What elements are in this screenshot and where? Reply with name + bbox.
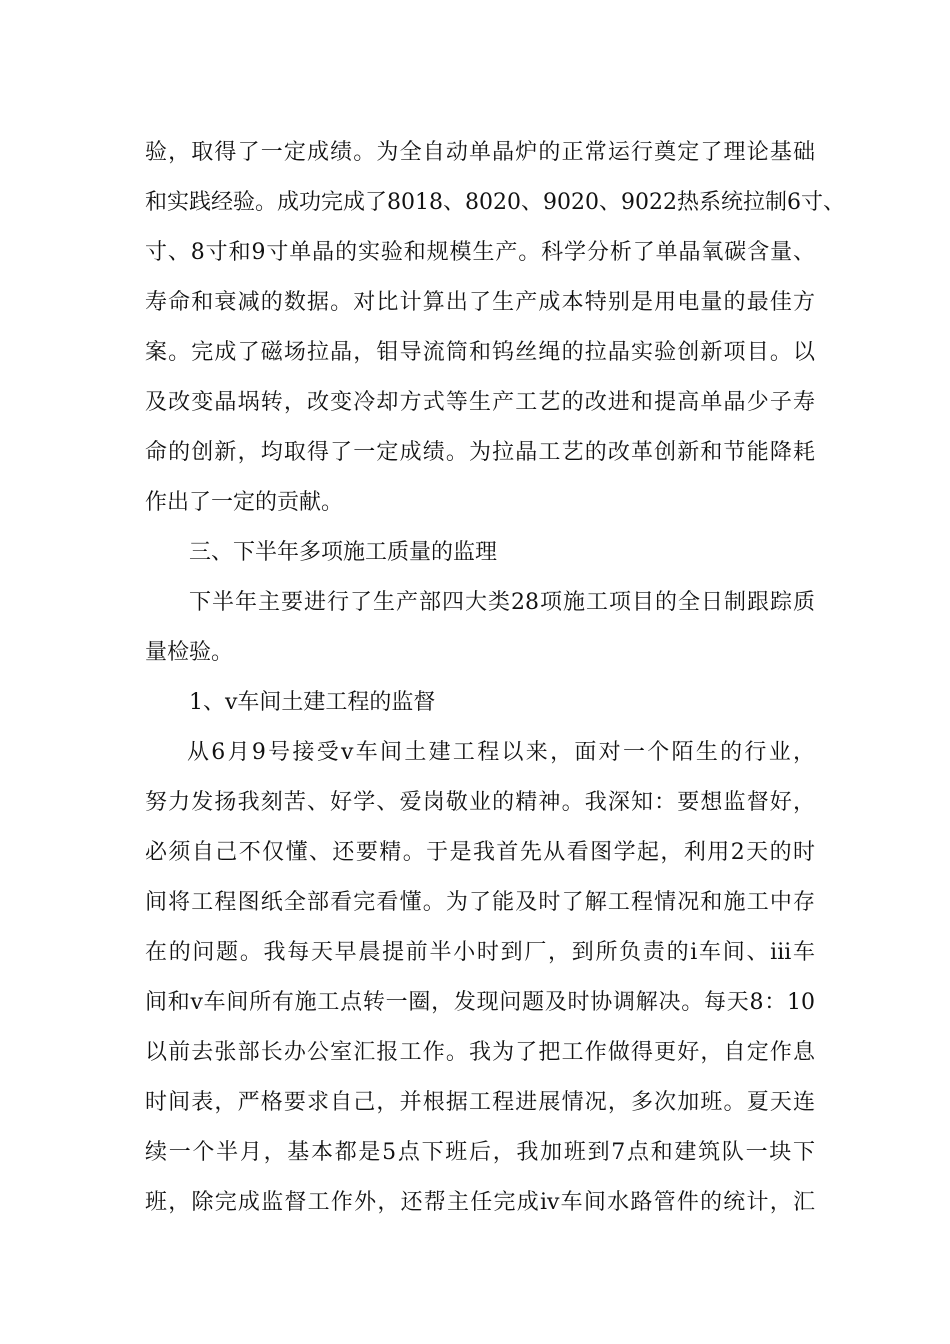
paragraph-line: 命的创新，均取得了一定成绩。为拉晶工艺的改革创新和节能降耗 — [145, 440, 815, 465]
paragraph-line: 间将工程图纸全部看完看懂。为了能及时了解工程情况和施工中存 — [145, 890, 815, 915]
paragraph-line: 及改变晶埚转，改变冷却方式等生产工艺的改进和提高单晶少子寿 — [145, 390, 815, 415]
paragraph-line: 努力发扬我刻苦、好学、爱岗敬业的精神。我深知：要想监督好， — [145, 790, 815, 815]
paragraph-line: 作出了一定的贡献。 — [145, 490, 344, 515]
paragraph-line: 寸、8寸和9寸单晶的实验和规模生产。科学分析了单晶氧碳含量、 — [145, 240, 815, 265]
subsection-heading: 1、v车间土建工程的监督 — [189, 690, 436, 715]
section-heading: 三、下半年多项施工质量的监理 — [189, 540, 498, 565]
paragraph-line: 间和v车间所有施工点转一圈，发现问题及时协调解决。每天8：10 — [145, 990, 815, 1015]
paragraph-line: 在的问题。我每天早晨提前半小时到厂，到所负责的i车间、iii车 — [145, 940, 815, 965]
paragraph-line: 验，取得了一定成绩。为全自动单晶炉的正常运行奠定了理论基础 — [145, 140, 815, 165]
paragraph-line: 寿命和衰减的数据。对比计算出了生产成本特别是用电量的最佳方 — [145, 290, 815, 315]
paragraph-line: 续一个半月，基本都是5点下班后，我加班到7点和建筑队一块下 — [145, 1140, 815, 1165]
paragraph-line: 从6月9号接受v车间土建工程以来，面对一个陌生的行业， — [187, 740, 815, 765]
paragraph-line: 量检验。 — [145, 640, 234, 665]
paragraph-line: 下半年主要进行了生产部四大类28项施工项目的全日制跟踪质 — [189, 590, 815, 615]
paragraph-line: 和实践经验。成功完成了8018、8020、9020、9022热系统拉制6寸、 — [145, 190, 845, 215]
paragraph-line: 班，除完成监督工作外，还帮主任完成iv车间水路管件的统计，汇 — [145, 1190, 815, 1215]
paragraph-line: 案。完成了磁场拉晶，钼导流筒和钨丝绳的拉晶实验创新项目。以 — [145, 340, 815, 365]
paragraph-line: 时间表，严格要求自己，并根据工程进展情况，多次加班。夏天连 — [145, 1090, 815, 1115]
document-body — [145, 128, 845, 1228]
paragraph-line: 必须自己不仅懂、还要精。于是我首先从看图学起，利用2天的时 — [145, 840, 815, 865]
paragraph-line: 以前去张部长办公室汇报工作。我为了把工作做得更好，自定作息 — [145, 1040, 815, 1065]
